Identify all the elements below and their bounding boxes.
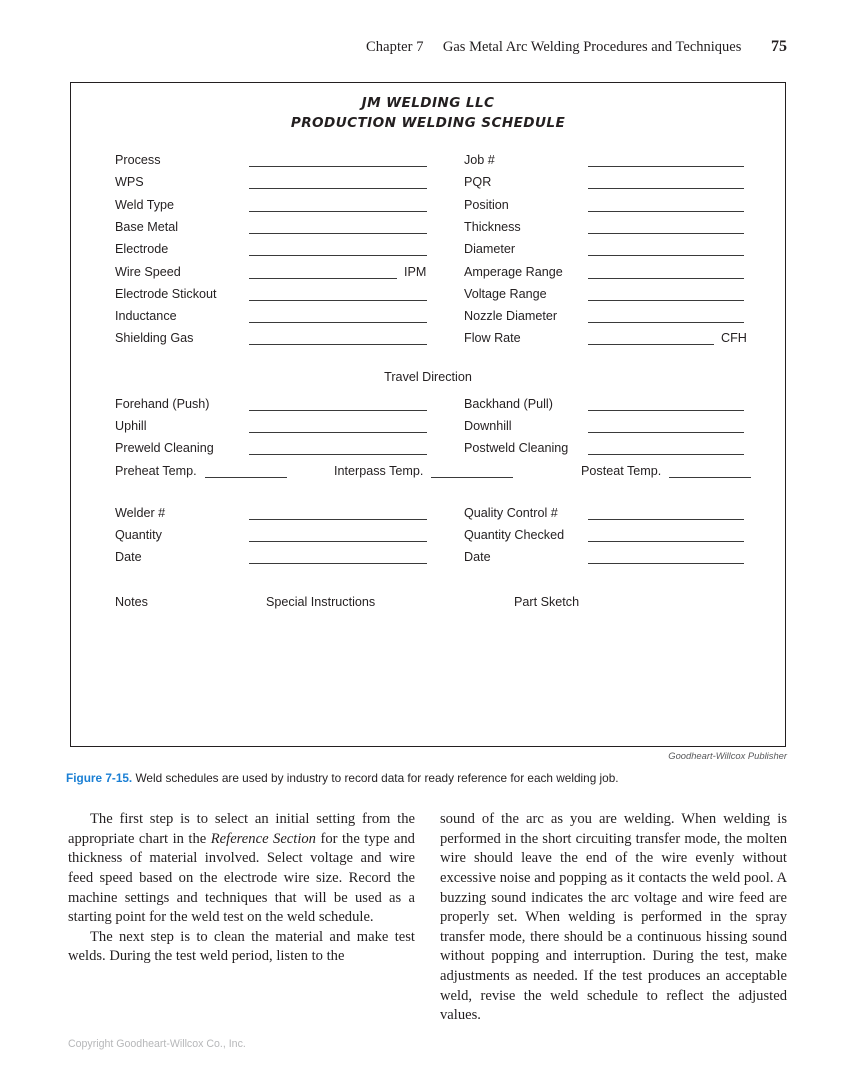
notes-row: [71, 595, 785, 615]
form-field-right: [464, 265, 744, 287]
field-label: Diameter: [464, 242, 516, 257]
field-input-line[interactable]: [431, 464, 513, 478]
form-field-left: [115, 220, 427, 242]
field-label: Flow Rate: [464, 331, 521, 346]
copyright-footer: Copyright Goodheart-Willcox Co., Inc.: [68, 1038, 246, 1050]
field-label: Weld Type: [115, 197, 175, 212]
body-paragraph-2: The next step is to clean the material and make test welds. During the test weld period, listen to the: [68, 928, 415, 965]
field-input-line[interactable]: [249, 242, 427, 256]
field-input-line[interactable]: [249, 265, 397, 279]
field-input-line[interactable]: [588, 528, 744, 542]
field-label: Uphill: [115, 419, 147, 433]
form-field-right: [464, 506, 744, 528]
form-field-left: [115, 506, 427, 528]
form-row: [71, 153, 785, 175]
form-row: [71, 198, 785, 220]
field-input-line[interactable]: [249, 220, 427, 234]
field-input-line[interactable]: [249, 175, 427, 189]
field-input-line[interactable]: [669, 464, 751, 478]
form-row: [71, 419, 785, 441]
field-label: Interpass Temp.: [334, 463, 424, 478]
temperature-row: [115, 464, 755, 486]
form-field-right: [464, 309, 744, 331]
field-input-line[interactable]: [588, 309, 744, 323]
form-field-right: [464, 220, 744, 242]
field-label: Downhill: [464, 419, 512, 433]
field-label: Preheat Temp.: [115, 463, 197, 478]
field-input-line[interactable]: [588, 153, 744, 167]
field-label: PQR: [464, 175, 492, 190]
field-input-line[interactable]: [249, 309, 427, 323]
field-label: Electrode: [115, 242, 169, 257]
field-unit: IPM: [404, 264, 427, 279]
figure-caption-text: Weld schedules are used by industry to record data for ready reference for each welding job.: [132, 771, 619, 785]
reference-section-italic: Reference Section: [210, 830, 316, 847]
field-input-line[interactable]: [588, 287, 744, 301]
form-subtitle: PRODUCTION WELDING SCHEDULE: [290, 115, 566, 132]
form-row: [71, 309, 785, 331]
page-number: 75: [771, 38, 787, 55]
form-field-left: [115, 153, 427, 175]
form-row: [71, 331, 785, 353]
field-input-line[interactable]: [249, 397, 427, 411]
form-row: [71, 242, 785, 264]
form-field-right: [464, 397, 744, 419]
body-p1-part1: The first step is to select an initial setting from the appropriate chart in the: [68, 811, 415, 847]
field-input-line[interactable]: [588, 220, 744, 234]
field-label: Wire Speed: [115, 264, 181, 279]
running-head-chapter: Chapter 7: [365, 39, 424, 55]
field-input-line[interactable]: [588, 265, 744, 279]
notes-heading: Special Instructions: [266, 594, 376, 609]
field-label: Job #: [464, 153, 495, 167]
field-input-line[interactable]: [249, 550, 427, 564]
form-field-left: [115, 265, 426, 287]
field-label: Welder #: [115, 505, 166, 520]
field-unit: CFH: [721, 331, 747, 346]
field-input-line[interactable]: [249, 441, 427, 455]
field-label: Electrode Stickout: [115, 286, 217, 301]
form-field-left: [115, 242, 427, 264]
field-input-line[interactable]: [249, 528, 427, 542]
field-label: WPS: [115, 175, 144, 190]
field-input-line[interactable]: [249, 198, 427, 212]
notes-heading: Part Sketch: [514, 594, 580, 609]
field-input-line[interactable]: [588, 419, 744, 433]
form-field-right: [464, 528, 744, 550]
figure-caption: [66, 771, 790, 787]
weld-schedule-form: [70, 82, 786, 747]
field-input-line[interactable]: [588, 550, 744, 564]
field-label: Postweld Cleaning: [464, 441, 569, 456]
running-head: [70, 38, 787, 56]
figure-label: Figure 7-15.: [66, 771, 133, 785]
field-label: Quantity: [115, 527, 162, 542]
form-field-left: [115, 309, 427, 331]
body-paragraph-1: [68, 810, 415, 928]
field-input-line[interactable]: [205, 464, 287, 478]
field-label: Thickness: [464, 219, 521, 234]
field-input-line[interactable]: [588, 242, 744, 256]
form-row: [71, 528, 785, 550]
field-label: Quality Control #: [464, 505, 558, 520]
form-row: [71, 397, 785, 419]
field-input-line[interactable]: [588, 331, 714, 345]
field-label: Position: [464, 197, 509, 212]
form-field-right: [464, 419, 744, 441]
form-field-left: [115, 550, 427, 572]
form-field-left: [115, 528, 427, 550]
field-label: Posteat Temp.: [581, 463, 662, 478]
field-input-line[interactable]: [588, 198, 744, 212]
form-row: [71, 550, 785, 572]
form-row: [71, 220, 785, 242]
field-label: Base Metal: [115, 219, 178, 234]
field-label: Preweld Cleaning: [115, 441, 214, 456]
running-head-title: Gas Metal Arc Welding Procedures and Techniques: [442, 39, 742, 55]
field-label: Date: [115, 550, 142, 565]
field-label: Forehand (Push): [115, 396, 210, 411]
field-input-line[interactable]: [588, 397, 744, 411]
form-row: [71, 287, 785, 309]
body-column-left: [68, 810, 415, 967]
form-field-right: [464, 550, 744, 572]
form-field-right: [464, 441, 744, 463]
form-field-left: [115, 397, 427, 419]
body-p1-part2: for the type and thickness of material involved. Select voltage and wire feed speed based on the electrode wire size. Record the machine settings and techniques that will be used as a starting point for the weld test on the weld schedule.: [68, 830, 415, 926]
field-label: Quantity Checked: [464, 527, 565, 542]
field-input-line[interactable]: [588, 175, 744, 189]
form-field-right: [464, 175, 744, 197]
body-column-right: [440, 810, 787, 1026]
notes-heading: Notes: [115, 594, 148, 609]
temperature-field: [334, 464, 513, 479]
form-field-right: [464, 153, 744, 175]
temperature-field: [581, 464, 751, 479]
field-label: Amperage Range: [464, 264, 563, 279]
form-field-left: [115, 331, 427, 353]
field-input-line[interactable]: [249, 153, 427, 167]
form-row: [71, 175, 785, 197]
form-company-title: JM WELDING LLC: [361, 95, 495, 111]
field-label: Nozzle Diameter: [464, 309, 558, 324]
form-field-right: [464, 198, 744, 220]
travel-direction-heading: Travel Direction: [384, 369, 472, 384]
temperature-field: [115, 464, 287, 479]
form-row: [71, 441, 785, 463]
field-input-line[interactable]: [249, 419, 427, 433]
field-input-line[interactable]: [249, 506, 427, 520]
form-field-left: [115, 175, 427, 197]
field-label: Process: [115, 153, 161, 167]
form-row: [71, 506, 785, 528]
field-label: Backhand (Pull): [464, 396, 553, 411]
form-row: [71, 265, 785, 287]
field-input-line[interactable]: [588, 506, 744, 520]
form-field-left: [115, 198, 427, 220]
form-field-left: [115, 287, 427, 309]
field-label: Shielding Gas: [115, 331, 194, 346]
body-paragraph-3: sound of the arc as you are welding. When welding is performed in the short circuiting transfer mode, the molten wire should leave the end of the wire evenly without excessive noise and popping as it contacts the weld pool. A buzzing sound indicates the arc voltage and wire feed are properly set. When welding is performed in the spray transfer mode, there should be a continuous hissing sound without popping and interruption. During the test, make adjustments as needed. If the test produces an acceptable weld, revise the weld schedule to reflect the adjusted values.: [440, 811, 787, 1024]
form-field-left: [115, 419, 427, 441]
form-field-right: [464, 331, 747, 353]
form-field-right: [464, 287, 744, 309]
field-label: Date: [464, 550, 491, 565]
field-label: Voltage Range: [464, 286, 547, 301]
field-label: Inductance: [115, 309, 177, 324]
field-input-line[interactable]: [249, 331, 427, 345]
form-field-right: [464, 242, 744, 264]
form-field-left: [115, 441, 427, 463]
field-input-line[interactable]: [249, 287, 427, 301]
field-input-line[interactable]: [588, 441, 744, 455]
figure-credit: Goodheart-Willcox Publisher: [668, 750, 787, 761]
